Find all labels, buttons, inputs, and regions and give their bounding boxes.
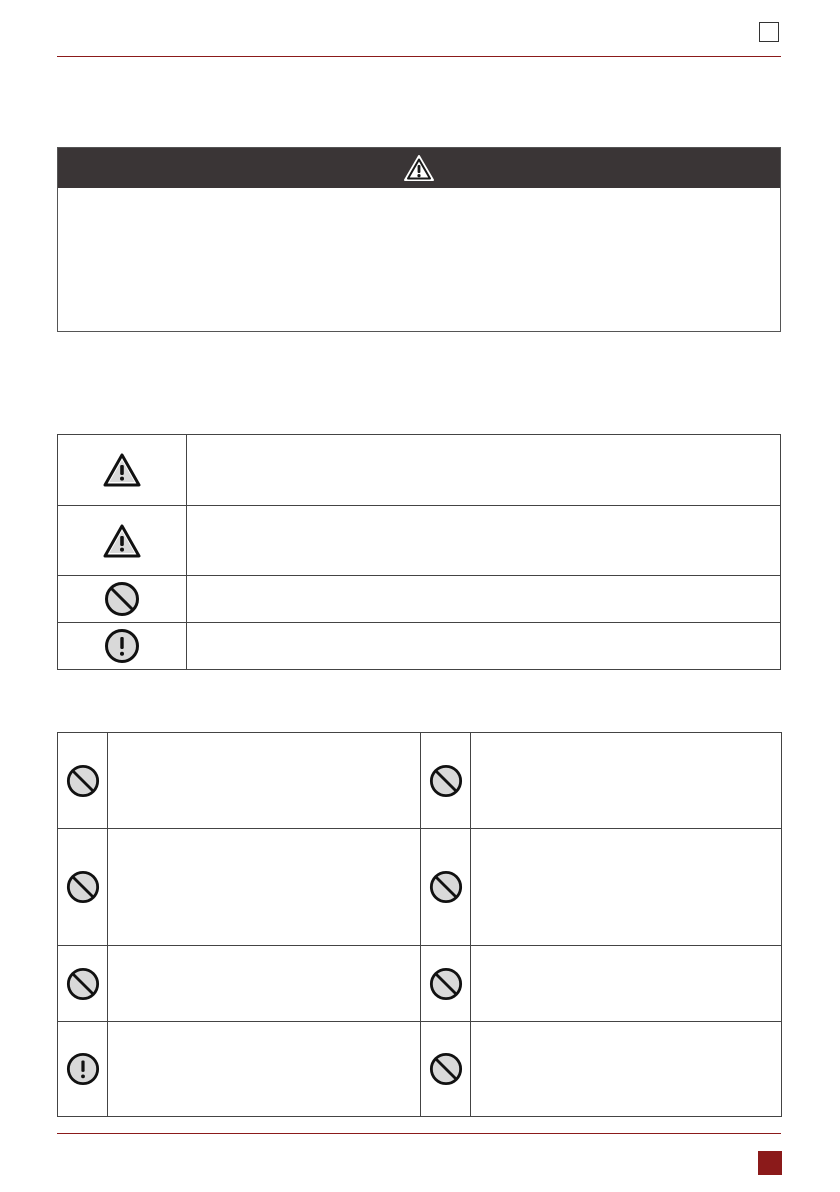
symbol-description	[187, 435, 781, 506]
prohibition-icon	[66, 870, 100, 904]
header-rule	[57, 56, 781, 57]
table-row	[58, 623, 781, 670]
prohibition-icon	[429, 870, 463, 904]
warning-panel-body	[58, 188, 780, 331]
instruction-text	[108, 1022, 421, 1117]
table-row	[58, 733, 782, 829]
caution-triangle-icon	[102, 523, 142, 559]
instruction-text	[471, 1022, 782, 1117]
mandatory-exclamation-icon	[66, 1052, 100, 1086]
warning-triangle-icon	[403, 154, 435, 182]
table-row	[58, 506, 781, 576]
prohibition-icon	[429, 967, 463, 1001]
prohibition-icon	[429, 764, 463, 798]
instruction-grid	[57, 732, 782, 1117]
table-row	[58, 435, 781, 506]
warning-panel	[57, 147, 781, 332]
table-row	[58, 946, 782, 1022]
instruction-text	[108, 829, 421, 946]
mandatory-exclamation-icon	[104, 628, 140, 664]
table-row	[58, 576, 781, 623]
symbol-description	[187, 576, 781, 623]
language-box-icon	[759, 22, 779, 42]
instruction-text	[108, 733, 421, 829]
symbol-table	[57, 434, 781, 670]
symbol-description	[187, 506, 781, 576]
prohibition-icon	[104, 581, 140, 617]
prohibition-icon	[66, 764, 100, 798]
instruction-text	[471, 946, 782, 1022]
instruction-text	[108, 946, 421, 1022]
prohibition-icon	[429, 1052, 463, 1086]
warning-triangle-icon	[102, 452, 142, 488]
table-row	[58, 829, 782, 946]
warning-panel-header	[58, 148, 780, 188]
symbol-description	[187, 623, 781, 670]
instruction-text	[471, 829, 782, 946]
instruction-text	[471, 733, 782, 829]
footer-rule	[57, 1133, 781, 1134]
table-row	[58, 1022, 782, 1117]
page-number-box	[758, 1151, 782, 1175]
prohibition-icon	[66, 967, 100, 1001]
